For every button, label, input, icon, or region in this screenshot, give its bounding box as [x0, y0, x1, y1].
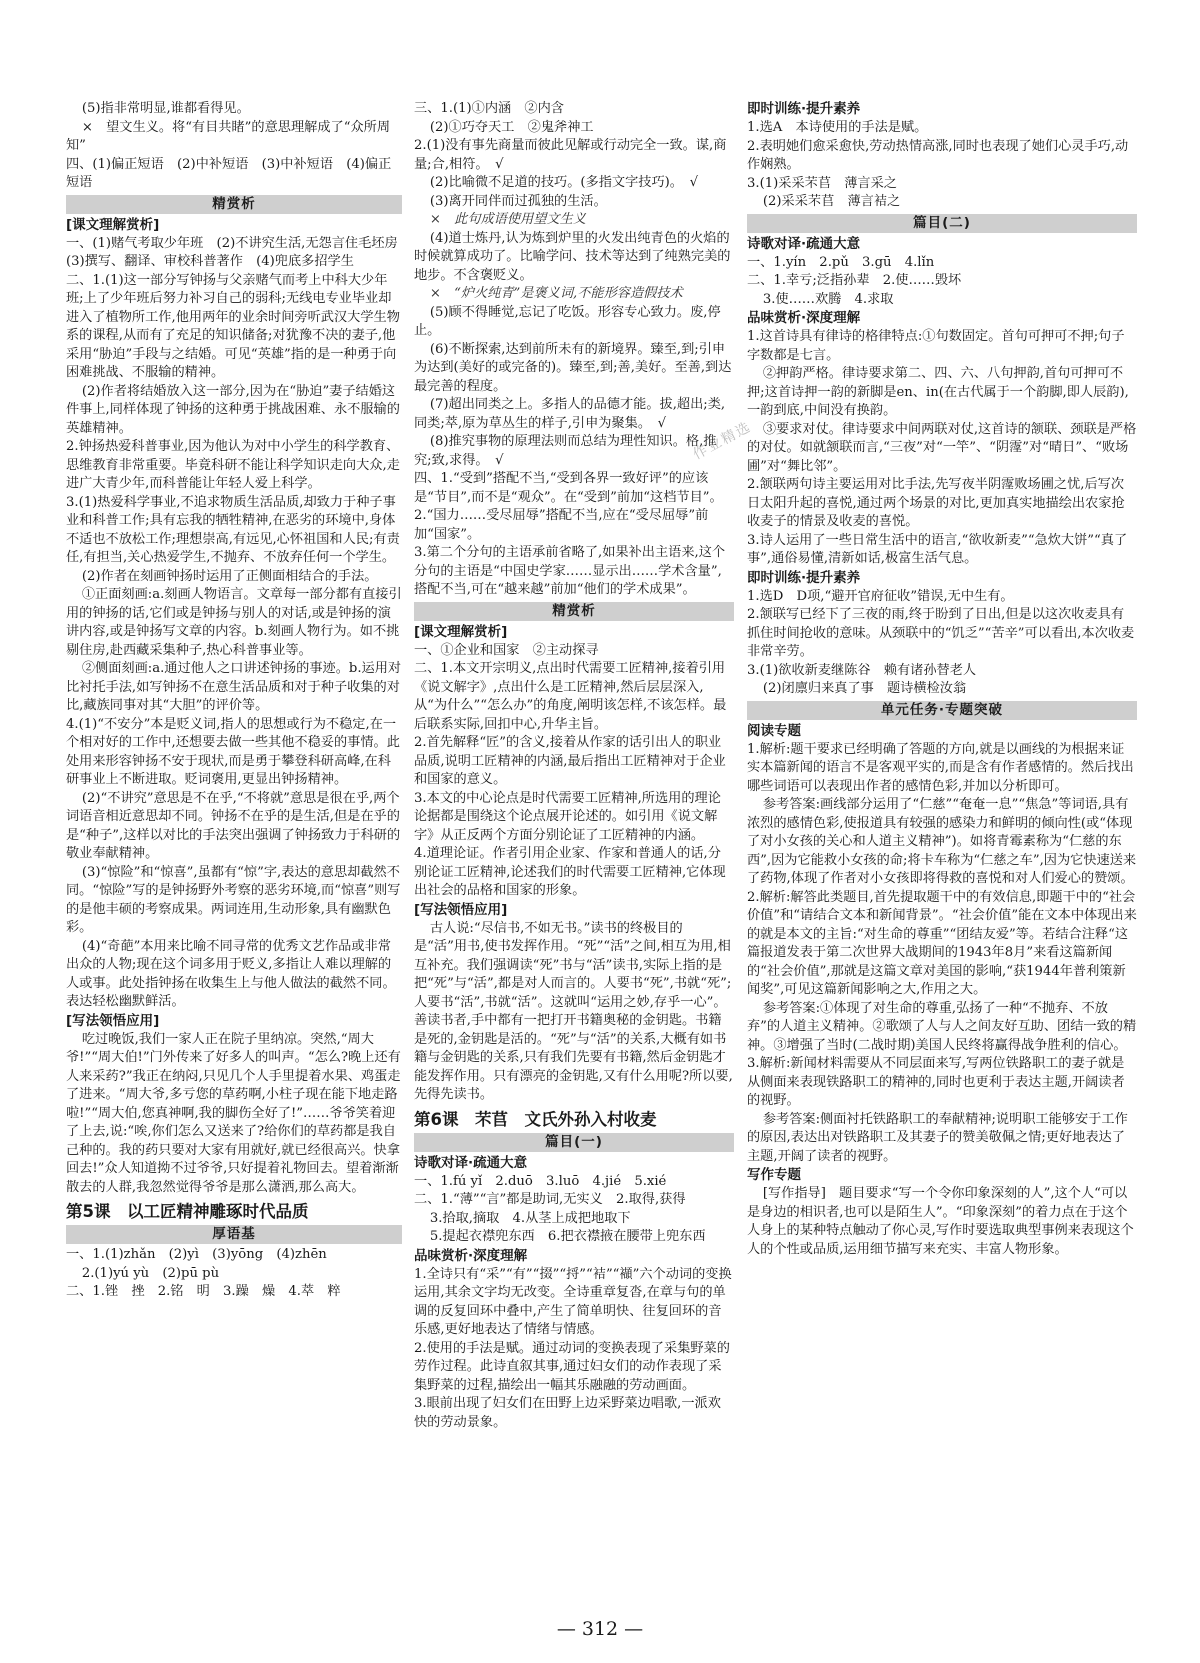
subsection-heading: 即时训练·提升素养	[747, 569, 861, 586]
lesson-title-5: 第5课 以工匠精神雕琢时代品质	[66, 1202, 309, 1221]
subsection-label: [课文理解赏析]	[414, 623, 508, 640]
answer-text: 3.诗人运用了一些日常生活中的语言,“欲收新麦”“急炊大饼”“真了事”,通俗易懂,清新如话,极富生活气息。	[747, 532, 1128, 566]
column-middle	[414, 100, 734, 1432]
answer-text: 2.使用的手法是赋。通过动词的变换表现了采集野菜的劳作过程。此诗直叙其事,通过妇女们的动作表现了采集野菜的过程,描绘出一幅其乐融融的劳动画面。	[414, 1340, 730, 1393]
answer-text: 一、1.fú yǐ 2.duō 3.luō 4.jié 5.xié	[414, 1173, 667, 1189]
subsection-heading: 品味赏析·深度理解	[747, 310, 861, 326]
answer-text: 一、1.yín 2.pǔ 3.gū 4.lǐn	[747, 254, 935, 270]
subsection-heading: 诗歌对译·疏通大意	[414, 1154, 528, 1171]
answer-text: (3)离开同伴而过孤独的生活。	[429, 193, 607, 209]
answer-text: 2.颔联两句诗主要运用对比手法,先写夜半阴霪败场圃之忧,后写次日太阳升起的喜悦,通过两个场景的对比,更加真实地描绘出农家抢收麦子的情景及收麦的喜悦。	[747, 477, 1125, 529]
answer-text: ①正面刻画:a.刻画人物语言。文章每一部分都有直接引用的钟扬的话,它们或是钟扬与别人的对话,或是钟扬的演讲内容,或是钟扬写文章的内容。b.刻画人物行为。如不挑剔住房,赴西藏采集种子,热心科普事业等。	[66, 587, 402, 658]
answer-text: (5)指非常明显,谁都看得见。	[81, 101, 250, 116]
subsection-heading: 品味赏析·深度理解	[414, 1247, 528, 1264]
answer-text: × “炉火纯青”是褒义词,不能形容造假技术	[429, 286, 683, 301]
answer-text: 3.(1)采采芣苢 薄言采之	[747, 175, 897, 191]
subsection-label: [写法领悟应用]	[66, 1012, 160, 1029]
subsection-heading: 即时训练·提升素养	[747, 101, 861, 117]
answer-text: (2)“不讲究”意思是不在乎,“不将就”意思是很在乎,两个词语音相近意思却不同。钟扬不在乎的是生活,但是在乎的是“种子”,这样以对比的手法突出强调了钟扬致力于科研的敬业奉献精神。	[66, 790, 401, 861]
answer-text: 四、1.“受到”搭配不当,“受到各界一致好评”的应该是“节目”,而不是“观众”。在“受到”前加“这档节目”。	[414, 471, 723, 505]
answer-text: 参考答案:侧面衬托铁路职工的奉献精神;说明职工能够安于工作的原因,表达出对铁路职工及其妻子的赞美敬佩之情;更好地表达了主题,开阔了读者的视野。	[747, 1111, 1128, 1164]
answer-text: 1.选D D项,“避开官府征收”错误,无中生有。	[747, 588, 1014, 604]
answer-text: 3.眼前出现了妇女们在田野上边采野菜边唱歌,一派欢快的劳动景象。	[414, 1396, 721, 1430]
answer-text: 1.这首诗具有律诗的格律特点:①句数固定。首句可押可不押;句子字数都是七言。	[747, 329, 1125, 363]
column-left	[66, 100, 411, 1302]
subsection-heading: 诗歌对译·疏通大意	[747, 235, 861, 252]
answer-text: 一、①企业和国家 ②主动探寻	[414, 642, 599, 658]
answer-text: 二、1.“薄”“言”都是助词,无实义 2.取得,获得	[414, 1192, 686, 1207]
answer-text: 3.本文的中心论点是时代需要工匠精神,所选用的理论论据都是围绕这个论点展开论述的。如引用《说文解字》从正反两个方面分别论证了工匠精神的内涵。	[414, 790, 721, 843]
answer-text: 3.(1)热爱科学事业,不追求物质生活品质,却致力于种子事业和科普工作;具有忘我的牺牲精神,在恶劣的环境中,身体不适也不放松工作;理想崇高,有远见,心怀祖国和人民;有责任,有担当,关心热爱学生,不抛弃、不放弃任何一个学生。	[66, 494, 400, 565]
answer-text: 2.颔联写已经下了三夜的雨,终于盼到了日出,但是以这次收麦具有抓住时间抢收的意味。从颈联中的“饥乏”“苦辛”可以看出,本次收麦非常辛劳。	[747, 607, 1135, 659]
answer-text: 3.使……欢腾 4.求取	[762, 291, 894, 307]
answer-text: 2.(1)yú yù (2)pū pù	[81, 1265, 220, 1281]
subsection-label: [写法领悟应用]	[414, 901, 508, 918]
answer-text: (2)闭廪归来真了事 题诗横检汝翁	[762, 681, 967, 696]
answer-text: × 此句成语使用望文生义	[429, 212, 586, 227]
subsection-label: [课文理解赏析]	[66, 216, 160, 233]
answer-text: 1.选A 本诗使用的手法是赋。	[747, 120, 928, 135]
page-number-value: 312	[581, 1618, 619, 1640]
answer-text: 吃过晚饭,我们一家人正在院子里纳凉。突然,“周大爷!”“周大伯!”门外传来了好多人的叫声。“怎么?晚上还有人来采药?”我正在纳闷,只见几个人手里提着水果、鸡蛋走了进来。“周大爷,多亏您的草药啊,小柱子现在能下地走路啦!”“周大伯,您真神啊,我的脚伤全好了!”……爷爷笑着迎了上去,说:“唉,你们怎么又送来了?给你们的草药都是我自己种的。我的药只要对大家有用就好,就已经很高兴。快拿回去!”众人知道拗不过爷爷,只好提着礼物回去。望着渐渐散去的人群,我忽然觉得爷爷是那么潇洒,那么高大。	[66, 1031, 401, 1195]
answer-text: (4)“奇葩”本用来比喻不同寻常的优秀文艺作品或非常出众的人物;现在这个词多用于贬义,多指让人难以理解的人或事。此处指钟扬在收集生上与他人做法的截然不同。表达轻松幽默鲜活。	[66, 938, 396, 1009]
answer-text: 2.表明她们愈采愈快,劳动热情高涨,同时也表现了她们心灵手巧,动作娴熟。	[747, 138, 1129, 172]
answer-text: 3.(1)欲收新麦继陈谷 赖有诸孙替老人	[747, 662, 977, 678]
answer-text: 2.“国力……受尽屈辱”搭配不当,应在“受尽屈辱”前加“国家”。	[414, 508, 709, 542]
answer-text: 3.第二个分句的主语承前省略了,如果补出主语来,这个分句的主语是“中国史学家……显示出……学术含量”,搭配不当,可在“越来越”前加“他们的学术成果”。	[414, 545, 726, 597]
answer-text: 一、(1)赌气考取少年班 (2)不讲究生活,无怨言住毛坯房 (3)撰写、翻译、审校科普著作 (4)兜底多招学生	[66, 235, 411, 269]
answer-text: 3.拾取,摘取 4.从茎上成把地取下	[429, 1210, 631, 1226]
answer-text: (4)道士炼丹,认为炼到炉里的火发出纯青色的火焰的时候就算成功了。比喻学问、技术等达到了纯熟完美的地步。不含褒贬义。	[414, 230, 731, 283]
answer-text: × 望文生义。将“有目共睹”的意思理解成了“众所周知”	[66, 119, 391, 153]
answer-text: 二、1.幸亏;泛指孙辈 2.使……毁坏	[747, 273, 962, 288]
answer-text: 2.钟扬热爱科普事业,因为他认为对中小学生的科学教育、思维教育非常重要。毕竟科研不能让科学知识走向大众,走进广大青少年,而科普能让年轻人爱上科学。	[66, 439, 400, 491]
answer-text: (2)①巧夺天工 ②鬼斧神工	[429, 119, 594, 135]
answer-text: 3.解析:新闻材料需要从不同层面来写,写两位铁路职工的妻子就是从侧面来表现铁路职工的精神的,同时也更利于表达主题,开阔读者的视野。	[747, 1056, 1125, 1108]
answer-text: 1.解析:题干要求已经明确了答题的方向,就是以画线的为根据来证实本篇新闻的语言不是客观平实的,而是含有作者感情的。然后找出哪些词语可以表现出作者的感情色彩,并加以分析即可。	[747, 741, 1134, 794]
answer-text: 4.道理论证。作者引用企业家、作家和普通人的话,分别论证工匠精神,论述我们的时代需要工匠精神,它体现出社会的品格和国家的形象。	[414, 846, 726, 898]
answer-text: 2.(1)没有事先商量而彼此见解或行动完全一致。谋,商量;合,相符。 √	[414, 138, 727, 172]
answer-text: (7)超出同类之上。多指人的品德才能。拔,超出;类,同类;萃,原为草丛生的样子,引申为聚集。 √	[414, 397, 726, 431]
section-bar-houyuji: 厚语基	[66, 1225, 402, 1244]
lesson-title-6: 第6课 芣苢 文氏外孙入村收麦	[414, 1109, 657, 1129]
answer-text: 二、1.锉 挫 2.铭 明 3.躁 燥 4.萃 粹	[66, 1284, 341, 1299]
answer-text: 1.全诗只有“采”“有”“掇”“捋”“袺”“襭”六个动词的变换运用,其余文字均无改变。全诗重章复沓,在章与句的单调的反复回环中叠中,产生了简单明快、往复回环的音乐感,更好地表达了情绪与情感。	[414, 1266, 732, 1337]
answer-text: 2.解析:解答此类题目,首先提取题干中的有效信息,即题干中的“社会价值”和“请结合文本和新闻背景”。“社会价值”能在文本中体现出来的就是本文的主旨:“对生命的尊重”“团结友爱”等。若结合注释“这篇报道发表于第二次世界大战期间的1943年8月”来看这篇新闻的“社会价值”,那就是这篇文章对美国的影响,“获1944年普利策新闻奖”,可见这篇新闻影响之大,作用之大。	[747, 889, 1137, 997]
section-bar-pianmu-1: 篇目(一)	[414, 1133, 734, 1152]
answer-text: (5)顾不得睡觉,忘记了吃饭。形容专心致力。废,停止。	[414, 304, 721, 338]
answer-text: ②侧面刻画:a.通过他人之口讲述钟扬的事迹。b.运用对比衬托手法,如写钟扬不在意生活品质和对于种子收集的对比,藏族同事对其“大胆”的评价等。	[66, 661, 402, 713]
answer-text: 三、1.(1)①内涵 ②内含	[414, 101, 564, 116]
answer-text: 4.(1)“不安分”本是贬义词,指人的思想或行为不稳定,在一个相对好的工作中,还想要去做一些其他不稳妥的事情。此处用来形容钟扬不安于现状,而是勇于攀登科研高峰,在科研事业上不断进取。贬词褒用,更显出钟扬精神。	[66, 716, 400, 787]
answer-text: (2)作者在刻画钟扬时运用了正侧面相结合的手法。	[81, 568, 378, 584]
answer-text: 古人说:“尽信书,不如无书。”读书的终极目的是“活”用书,使书发挥作用。“死”“活”之间,相互为用,相互补充。我们强调读“死”书与“活”读书,实际上指的是把“死”与“活”,都是对人而言的。人要书“死”,书就“死”;人要书“活”,书就“活”。这就叫“运用之妙,存乎一心”。善读书者,手中都有一把打开书籍奥秘的金钥匙。书籍是死的,金钥匙是活的。“死”与“活”的关系,大概有如书籍与金钥匙的关系,只有我们先要有书籍,然后金钥匙才能发挥作用。只有漂亮的金钥匙,又有什么用呢?所以要,先得先读书。	[414, 920, 733, 1102]
watermark-stamp: 作业精选	[690, 418, 755, 463]
answer-text: (2)比喻微不足道的技巧。(多指文字技巧)。 √	[429, 175, 698, 190]
answer-text: 二、1.(1)这一部分写钟扬与父亲赌气而考上中科大少年班;上了少年班后努力补习自己的弱科;无线电专业毕业却进入了植物所工作,他用两年的业余时间旁听武汉大学生物系的课程,从而有了充足的知识储备;对犹豫不决的妻子,他采用“胁迫”手段与之结婚。可见“英雄”指的是一种勇于向困难挑战、不服输的精神。	[66, 272, 400, 380]
subsection-heading: 阅读专题	[747, 722, 801, 739]
answer-text: (2)作者将结婚放入这一部分,因为在“胁迫”妻子结婚这件事上,同样体现了钟扬的这种勇于挑战困难、永不服输的英雄精神。	[66, 383, 400, 436]
answer-text: ②押韵严格。律诗要求第二、四、六、八句押韵,首句可押可不押;这首诗押一韵的新脚是en、in(在古代属于一个韵脚,即人辰韵),一韵到底,中间没有换韵。	[747, 366, 1129, 418]
answer-text: ③要求对仗。律诗要求中间两联对仗,这首诗的颔联、颈联是严格的对仗。如就颔联而言,“三夜”对“一竿”、“阴霪”对“晴日”、“败场圃”对“舞比邻”。	[747, 421, 1137, 474]
answer-text: 四、(1)偏正短语 (2)中补短语 (3)中补短语 (4)偏正短语	[66, 156, 392, 190]
subsection-heading: 写作专题	[747, 1167, 801, 1183]
section-bar-jingshangxi: 精赏析	[66, 195, 402, 214]
answer-text: 2.首先解释“匠”的含义,接着从作家的话引出人的职业品质,说明工匠精神的内涵,最后指出工匠精神对于企业和国家的意义。	[414, 735, 726, 787]
answer-text: (3)“惊险”和“惊喜”,虽都有“惊”字,表达的意思却截然不同。“惊险”写的是钟扬野外考察的恶劣环境,而“惊喜”则写的是他丰硕的考察成果。两词连用,生动形象,具有幽默色彩。	[66, 864, 401, 935]
answer-text: (8)推究事物的原理法则而总结为理性知识。格,推究;致,求得。 √	[414, 434, 717, 468]
section-bar-pianmu-2: 篇目(二)	[747, 214, 1137, 233]
answer-text: 二、1.本文开宗明义,点出时代需要工匠精神,接着引用《说文解字》,点出什么是工匠精神,然后层层深入,从“为什么”“怎么办”的角度,阐明该怎样,不该怎样。最后联系实际,回扣中心,升华主旨。	[414, 661, 727, 732]
answer-text: (2)采采芣苢 薄言袺之	[762, 194, 901, 209]
answer-text: [写作指导] 题目要求“写一个令你印象深刻的人”,这个人“可以是身边的相识者,也可以是陌生人”。“印象深刻”的着力点在于这个人身上的某种特点触动了你心灵,写作时要选取典型事例来表现这个人的个性或品质,运用细节描写来充实、丰富人物形象。	[747, 1186, 1134, 1257]
column-right	[747, 100, 1137, 1259]
answer-text: 一、1.(1)zhǎn (2)yì (3)yōng (4)zhēn	[66, 1247, 327, 1262]
answer-text: 参考答案:①体现了对生命的尊重,弘扬了一种“不抛弃、不放弃”的人道主义精神。②歌颂了人与人之间友好互助、团结一致的精神。③增强了当时(二战时期)美国人民终将赢得战争胜利的信心。	[747, 1000, 1137, 1053]
answer-text: 5.提起衣襟兜东西 6.把衣襟掖在腰带上兜东西	[429, 1229, 706, 1244]
page-number: — 312 —	[556, 1618, 644, 1640]
section-bar-unit-task: 单元任务·专题突破	[747, 701, 1137, 720]
section-bar-jingshangxi: 精赏析	[414, 602, 734, 621]
answer-text: 参考答案:画线部分运用了“仁慈”“奄奄一息”“焦急”等词语,具有浓烈的感情色彩,使报道具有较强的感染力和鲜明的倾向性(或“体现了对小女孩的关心和人道主义精神”)。如将青霉素称为“仁慈的东西”,因为它能救小女孩的命;将卡车称为“仁慈之车”,因为它快速送来了药物,体现了作者对小女孩即将得救的喜悦和对人们爱心的赞颂。	[747, 797, 1137, 886]
answer-text: (6)不断探索,达到前所未有的新境界。臻至,到;引申为达到(美好的或完备的)。臻至,到;善,美好。至善,到达最完善的程度。	[414, 341, 732, 394]
